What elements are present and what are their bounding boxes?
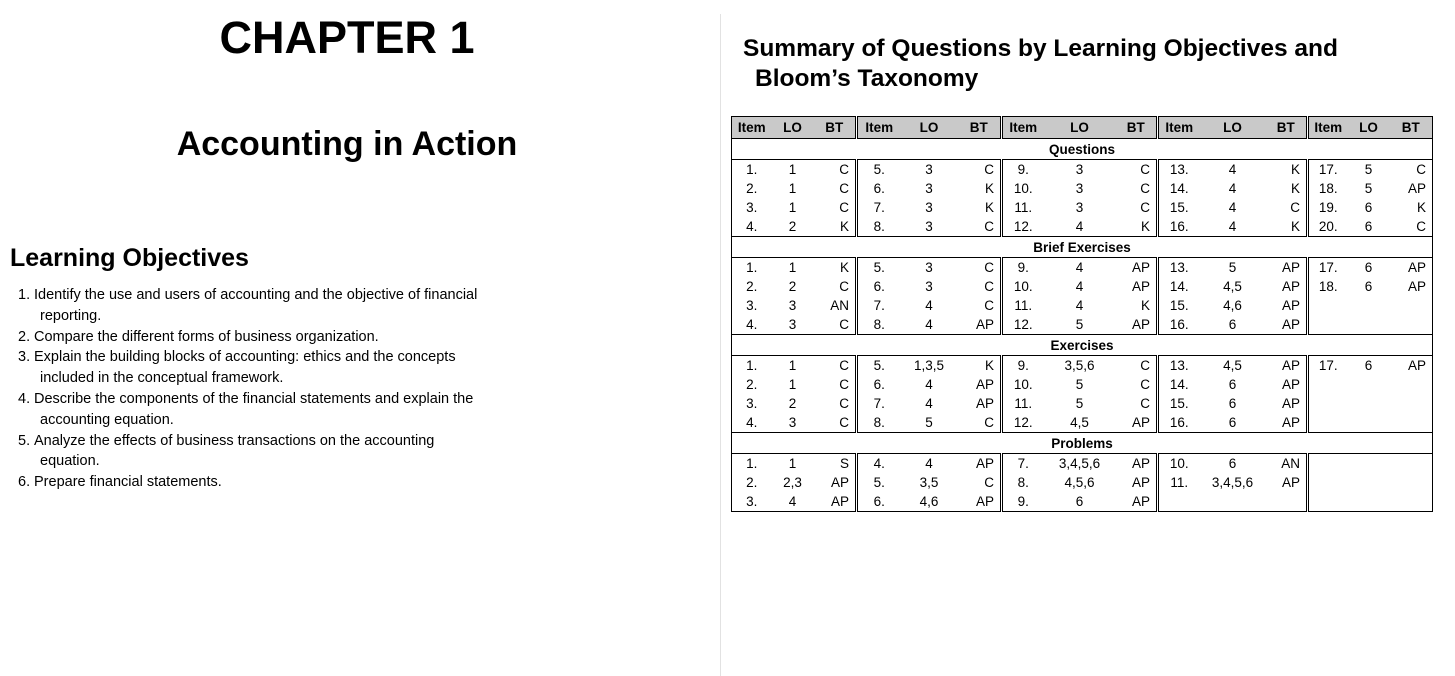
section-heading: Exercises — [732, 335, 1433, 356]
cell-item: 4. — [746, 317, 758, 332]
cell-bt: AP — [1281, 377, 1300, 392]
cell-bt — [1266, 492, 1308, 512]
cell-item: 4. — [746, 219, 758, 234]
cell-item: 2. — [746, 475, 758, 490]
table-row — [732, 315, 1433, 335]
cell-lo: 4,6 — [1223, 298, 1242, 313]
header-lo: LO — [901, 117, 958, 139]
cell-item: 14. — [1158, 375, 1200, 394]
summary-title-line1: Summary of Questions by Learning Objectives and — [743, 35, 1338, 62]
cell-item: 1. — [746, 358, 758, 373]
cell-item: 2. — [746, 279, 758, 294]
cell-bt: K — [839, 219, 849, 234]
cell-bt: C — [984, 298, 994, 313]
cell-item: 9. — [1002, 356, 1044, 376]
objective-number: 6. — [18, 474, 31, 491]
cell-bt: C — [1140, 396, 1150, 411]
cell-lo — [1348, 394, 1390, 413]
cell-bt: C — [984, 415, 994, 430]
cell-lo: 4,6 — [919, 494, 939, 509]
cell-lo — [1348, 492, 1390, 512]
cell-lo: 5 — [1075, 317, 1084, 332]
cell-item — [1158, 492, 1200, 512]
cell-lo: 5 — [1075, 377, 1084, 392]
learning-objective-item — [18, 347, 488, 389]
cell-bt: AN — [1281, 456, 1300, 471]
cell-lo: 3,5,6 — [1064, 358, 1095, 373]
cell-bt: C — [839, 415, 849, 430]
cell-item: 20. — [1308, 217, 1348, 237]
cell-item: 1. — [746, 260, 758, 275]
cell-item: 11. — [1158, 473, 1200, 492]
cell-bt: K — [1416, 200, 1426, 215]
table-row — [732, 296, 1433, 315]
cell-bt: C — [984, 219, 994, 234]
cell-item: 14. — [1158, 277, 1200, 296]
summary-title-line2: Bloom’s Taxonomy — [755, 65, 979, 92]
cell-bt — [1390, 296, 1433, 315]
cell-lo: 3 — [788, 298, 797, 313]
cell-item: 8. — [857, 315, 901, 335]
cell-item: 13. — [1158, 160, 1200, 180]
cell-bt: C — [839, 317, 849, 332]
table-header-row — [732, 117, 1433, 139]
cell-bt: C — [1140, 162, 1150, 177]
cell-lo: 6 — [1228, 377, 1237, 392]
cell-bt: AP — [1407, 358, 1426, 373]
header-bt: BT — [1390, 117, 1433, 139]
cell-lo: 4 — [1075, 298, 1084, 313]
cell-item — [1308, 473, 1348, 492]
cell-bt: C — [1290, 200, 1300, 215]
cell-item: 17. — [1308, 356, 1348, 376]
cell-lo: 2 — [788, 219, 797, 234]
cell-bt: AP — [1281, 475, 1300, 490]
cell-lo: 3 — [925, 279, 933, 294]
header-lo: LO — [1044, 117, 1116, 139]
cell-item: 12. — [1002, 315, 1044, 335]
cell-item: 15. — [1158, 198, 1200, 217]
cell-item: 8. — [857, 413, 901, 433]
cell-bt: C — [839, 181, 849, 196]
cell-lo: 2 — [788, 279, 797, 294]
cell-item: 7. — [1002, 454, 1044, 474]
cell-lo: 4,5 — [1070, 415, 1089, 430]
table-row — [732, 394, 1433, 413]
learning-objective-item — [18, 472, 488, 493]
cell-bt: AP — [830, 475, 849, 490]
cell-bt: C — [839, 162, 849, 177]
cell-item: 11. — [1002, 198, 1044, 217]
cell-item: 9. — [1002, 258, 1044, 278]
section-row — [732, 433, 1433, 454]
cell-bt: C — [1140, 358, 1150, 373]
header-item: Item — [732, 117, 772, 139]
cell-bt — [1390, 375, 1433, 394]
cell-lo: 1 — [788, 162, 797, 177]
cell-item: 8. — [1002, 473, 1044, 492]
cell-lo: 1,3,5 — [913, 358, 945, 373]
header-item: Item — [1308, 117, 1348, 139]
table-row — [732, 454, 1433, 474]
cell-bt: AP — [1281, 396, 1300, 411]
cell-item: 15. — [1158, 394, 1200, 413]
table-row — [732, 492, 1433, 512]
section-heading: Brief Exercises — [732, 237, 1433, 258]
cell-bt: C — [984, 279, 994, 294]
header-lo: LO — [772, 117, 814, 139]
cell-lo: 1 — [788, 377, 797, 392]
objective-text: Prepare financial statements. — [34, 474, 222, 491]
cell-lo: 2,3 — [783, 475, 802, 490]
cell-bt: K — [1290, 219, 1300, 234]
cell-bt: AP — [1281, 298, 1300, 313]
learning-objective-item — [18, 431, 488, 473]
cell-bt: C — [984, 475, 994, 490]
cell-item: 2. — [746, 377, 758, 392]
cell-item: 5. — [857, 473, 901, 492]
summary-table — [731, 116, 1433, 512]
cell-lo — [1348, 473, 1390, 492]
cell-lo — [1200, 492, 1266, 512]
cell-bt: K — [1290, 181, 1300, 196]
table-row — [732, 198, 1433, 217]
cell-bt: C — [839, 396, 849, 411]
cell-lo: 3 — [1075, 200, 1084, 215]
cell-lo: 4 — [925, 456, 933, 471]
cell-lo: 3 — [1075, 181, 1084, 196]
cell-lo: 6 — [1228, 396, 1237, 411]
cell-bt — [1390, 315, 1433, 335]
table-row — [732, 413, 1433, 433]
learning-objective-item — [18, 389, 488, 431]
cell-bt: AP — [1281, 260, 1300, 275]
cell-bt: K — [984, 358, 994, 373]
table-row — [732, 160, 1433, 180]
cell-lo: 4,5 — [1223, 358, 1242, 373]
cell-lo: 4 — [925, 317, 933, 332]
cell-item — [1308, 394, 1348, 413]
cell-lo: 3 — [788, 415, 797, 430]
cell-item: 10. — [1158, 454, 1200, 474]
cell-bt: AP — [975, 494, 994, 509]
cell-bt — [1390, 454, 1433, 474]
cell-item: 18. — [1308, 277, 1348, 296]
cell-lo: 4 — [1075, 260, 1084, 275]
header-lo: LO — [1348, 117, 1390, 139]
learning-objective-item — [18, 327, 488, 348]
cell-bt: K — [1140, 219, 1150, 234]
header-bt: BT — [1116, 117, 1158, 139]
cell-bt: C — [1416, 162, 1426, 177]
cell-bt: C — [839, 200, 849, 215]
cell-item: 6. — [857, 492, 901, 512]
cell-lo: 6 — [1364, 358, 1373, 373]
objective-text: Compare the different forms of business organization. — [34, 328, 379, 345]
header-bt: BT — [814, 117, 857, 139]
cell-item: 17. — [1308, 160, 1348, 180]
cell-lo: 1 — [788, 200, 797, 215]
cell-item: 12. — [1002, 217, 1044, 237]
cell-bt: AP — [975, 396, 994, 411]
cell-bt: C — [1140, 181, 1150, 196]
cell-lo: 6 — [1228, 317, 1237, 332]
cell-item: 10. — [1002, 277, 1044, 296]
cell-bt — [1390, 413, 1433, 433]
objective-text: Describe the components of the financial statements and explain the accounting equation. — [34, 390, 474, 428]
cell-lo: 1 — [788, 260, 797, 275]
cell-bt — [1390, 473, 1433, 492]
cell-lo: 4 — [1228, 219, 1237, 234]
cell-item — [1308, 413, 1348, 433]
table-row — [732, 356, 1433, 376]
table-row — [732, 179, 1433, 198]
cell-bt — [1390, 394, 1433, 413]
cell-bt: C — [984, 162, 994, 177]
cell-bt: C — [1416, 219, 1426, 234]
cell-bt: K — [1290, 162, 1300, 177]
cell-item: 6. — [857, 179, 901, 198]
cell-bt: AP — [1131, 260, 1150, 275]
cell-lo: 6 — [1364, 260, 1373, 275]
objective-text: Explain the building blocks of accounting: ethics and the concepts included in the conceptual framework. — [34, 349, 456, 387]
table-row — [732, 375, 1433, 394]
cell-lo: 6 — [1228, 415, 1237, 430]
cell-lo: 2 — [788, 396, 797, 411]
objective-number: 1. — [18, 287, 31, 303]
cell-item: 19. — [1308, 198, 1348, 217]
cell-bt: AP — [1281, 279, 1300, 294]
cell-lo: 4 — [925, 377, 933, 392]
cell-item — [1308, 296, 1348, 315]
cell-item: 5. — [857, 160, 901, 180]
header-item: Item — [857, 117, 901, 139]
cell-lo: 3,4,5,6 — [1211, 475, 1254, 490]
cell-lo: 3,4,5,6 — [1058, 456, 1101, 471]
cell-item: 11. — [1002, 394, 1044, 413]
cell-lo: 4 — [925, 298, 933, 313]
cell-item — [1308, 492, 1348, 512]
cell-lo — [1348, 454, 1390, 474]
cell-lo: 3 — [1075, 162, 1084, 177]
cell-item: 3. — [746, 396, 758, 411]
cell-bt: AP — [975, 317, 994, 332]
section-row — [732, 139, 1433, 160]
cell-item: 7. — [857, 296, 901, 315]
objective-number: 5. — [18, 432, 31, 449]
cell-lo: 4 — [1228, 200, 1237, 215]
learning-objective-item — [18, 285, 488, 327]
cell-item: 16. — [1158, 413, 1200, 433]
cell-lo: 5 — [925, 415, 933, 430]
cell-lo: 5 — [1364, 162, 1373, 177]
cell-item: 9. — [1002, 492, 1044, 512]
cell-bt: AP — [1407, 181, 1426, 196]
cell-lo: 4 — [1228, 162, 1237, 177]
cell-item: 5. — [857, 258, 901, 278]
cell-lo: 3 — [925, 260, 933, 275]
cell-bt: AP — [1281, 317, 1300, 332]
cell-item: 4. — [746, 415, 758, 430]
cell-bt: S — [839, 456, 849, 471]
cell-item — [1308, 375, 1348, 394]
cell-lo: 3 — [925, 162, 933, 177]
cell-bt: AN — [830, 298, 849, 313]
cell-lo: 5 — [1075, 396, 1084, 411]
objective-number: 3. — [18, 349, 31, 366]
summary-title — [743, 34, 1423, 94]
cell-item: 2. — [746, 181, 758, 196]
cell-bt: AP — [1281, 415, 1300, 430]
cell-item: 10. — [1002, 179, 1044, 198]
cell-item: 13. — [1158, 258, 1200, 278]
cell-bt: AP — [1131, 475, 1150, 490]
cell-item: 7. — [857, 394, 901, 413]
section-row — [732, 335, 1433, 356]
cell-lo: 1 — [788, 456, 797, 471]
cell-item: 1. — [746, 162, 758, 177]
cell-lo: 3,5 — [919, 475, 939, 490]
learning-objectives-list — [18, 285, 488, 493]
cell-lo: 6 — [1364, 219, 1373, 234]
cell-item: 4. — [857, 454, 901, 474]
cell-item: 6. — [857, 277, 901, 296]
cell-item: 9. — [1002, 160, 1044, 180]
cell-bt: K — [984, 181, 994, 196]
chapter-title: CHAPTER 1 — [219, 12, 475, 63]
cell-item: 1. — [746, 456, 758, 471]
table-row — [732, 473, 1433, 492]
header-item: Item — [1158, 117, 1200, 139]
cell-lo: 6 — [1228, 456, 1237, 471]
cell-bt: C — [1140, 377, 1150, 392]
objective-text: Identify the use and users of accounting and the objective of financial reporting. — [34, 287, 478, 324]
objective-text: Analyze the effects of business transactions on the accounting equation. — [34, 432, 435, 470]
table-row — [732, 258, 1433, 278]
cell-lo — [1348, 296, 1390, 315]
cell-bt: C — [984, 260, 994, 275]
cell-bt: AP — [1131, 494, 1150, 509]
cell-bt: K — [1140, 298, 1150, 313]
cell-item: 8. — [857, 217, 901, 237]
cell-item: 16. — [1158, 315, 1200, 335]
cell-lo: 3 — [925, 219, 933, 234]
cell-item: 5. — [857, 356, 901, 376]
section-heading: Problems — [732, 433, 1433, 454]
cell-item: 3. — [746, 200, 758, 215]
header-item: Item — [1002, 117, 1044, 139]
chapter-subtitle: Accounting in Action — [176, 125, 518, 163]
cell-bt: AP — [975, 456, 994, 471]
cell-item: 12. — [1002, 413, 1044, 433]
cell-lo: 4 — [925, 396, 933, 411]
cell-lo: 1 — [788, 358, 797, 373]
cell-item: 11. — [1002, 296, 1044, 315]
cell-lo: 5 — [1228, 260, 1237, 275]
page-divider — [720, 14, 721, 676]
cell-bt: K — [839, 260, 849, 275]
cell-item: 7. — [857, 198, 901, 217]
cell-bt: AP — [830, 494, 849, 509]
table-row — [732, 217, 1433, 237]
cell-bt: AP — [1131, 456, 1150, 471]
cell-item: 10. — [1002, 375, 1044, 394]
cell-item: 14. — [1158, 179, 1200, 198]
cell-item: 16. — [1158, 217, 1200, 237]
cell-lo: 3 — [925, 200, 933, 215]
header-bt: BT — [958, 117, 1002, 139]
cell-lo: 6 — [1364, 279, 1373, 294]
cell-bt: AP — [1131, 317, 1150, 332]
cell-item: 3. — [746, 494, 758, 509]
cell-item: 15. — [1158, 296, 1200, 315]
cell-lo: 1 — [788, 181, 797, 196]
cell-bt: C — [839, 358, 849, 373]
cell-lo: 4 — [788, 494, 797, 509]
cell-lo: 5 — [1364, 181, 1373, 196]
cell-bt — [1390, 492, 1433, 512]
section-heading: Questions — [732, 139, 1433, 160]
cell-bt: C — [1140, 200, 1150, 215]
cell-lo: 4 — [1228, 181, 1237, 196]
cell-bt: AP — [1131, 279, 1150, 294]
objective-number: 4. — [18, 390, 31, 407]
cell-lo — [1348, 413, 1390, 433]
cell-bt: AP — [1131, 415, 1150, 430]
cell-lo: 4,5 — [1223, 279, 1242, 294]
cell-item: 18. — [1308, 179, 1348, 198]
cell-lo: 4 — [1075, 279, 1084, 294]
cell-bt: C — [839, 377, 849, 392]
learning-objectives-heading: Learning Objectives — [10, 244, 249, 272]
cell-bt: AP — [975, 377, 994, 392]
table-row — [732, 277, 1433, 296]
cell-item — [1308, 315, 1348, 335]
header-lo: LO — [1200, 117, 1266, 139]
cell-lo: 4 — [1075, 219, 1084, 234]
cell-item: 13. — [1158, 356, 1200, 376]
cell-item: 6. — [857, 375, 901, 394]
cell-bt: K — [984, 200, 994, 215]
header-bt: BT — [1266, 117, 1308, 139]
cell-lo — [1348, 375, 1390, 394]
section-row — [732, 237, 1433, 258]
cell-bt: AP — [1407, 279, 1426, 294]
cell-lo: 3 — [788, 317, 797, 332]
cell-item: 17. — [1308, 258, 1348, 278]
cell-item — [1308, 454, 1348, 474]
cell-lo: 4,5,6 — [1064, 475, 1095, 490]
cell-item: 3. — [746, 298, 758, 313]
cell-bt: AP — [1281, 358, 1300, 373]
cell-lo: 6 — [1364, 200, 1373, 215]
objective-number: 2. — [18, 328, 31, 345]
cell-lo — [1348, 315, 1390, 335]
cell-bt: AP — [1407, 260, 1426, 275]
cell-bt: C — [839, 279, 849, 294]
cell-lo: 6 — [1075, 494, 1084, 509]
cell-lo: 3 — [925, 181, 933, 196]
